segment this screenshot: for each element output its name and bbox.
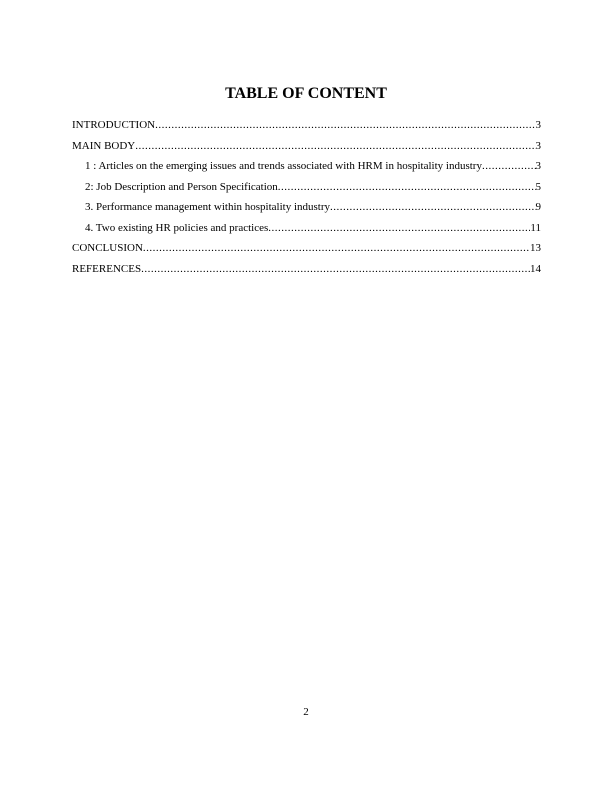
- toc-entry-label: MAIN BODY: [72, 139, 136, 152]
- toc-entry-label: INTRODUCTION: [72, 119, 156, 131]
- toc-dot-leader: [155, 115, 535, 136]
- toc-entry-introduction[interactable]: [72, 115, 541, 136]
- toc-entry-main-body[interactable]: [72, 136, 541, 157]
- toc-entry-page: 5: [535, 180, 541, 193]
- toc-entry-label: 3. Performance management within hospitality industry: [85, 201, 331, 213]
- toc-entry-page: 9: [535, 201, 541, 213]
- toc-entry-page: 13: [530, 242, 541, 254]
- page-number: 2: [303, 706, 309, 718]
- toc-entry-page: 14: [530, 262, 541, 275]
- toc-entry-label: 2: Job Description and Person Specification: [85, 180, 278, 193]
- toc-entry-conclusion[interactable]: [72, 238, 541, 259]
- toc-entry-label: 1 : Articles on the emerging issues and trends associated with HRM in hospitality industry: [85, 160, 482, 172]
- toc-dot-leader: [141, 259, 530, 280]
- toc-list: [72, 115, 541, 279]
- toc-title: TABLE OF CONTENT: [225, 85, 387, 102]
- toc-dot-leader: [278, 177, 536, 198]
- toc-dot-leader: [482, 156, 536, 177]
- toc-entry-hr-policies[interactable]: [72, 218, 541, 239]
- toc-entry-performance-management[interactable]: [72, 197, 541, 218]
- toc-dot-leader: [135, 136, 535, 157]
- toc-entry-page: 3: [535, 119, 541, 131]
- toc-dot-leader: [330, 197, 535, 218]
- toc-dot-leader: [268, 218, 530, 239]
- toc-entry-page: 3: [535, 139, 541, 152]
- toc-entry-page: 3: [535, 160, 541, 172]
- toc-entry-articles-hrm[interactable]: [72, 156, 541, 177]
- toc-entry-references[interactable]: [72, 259, 541, 280]
- toc-entry-job-description[interactable]: [72, 177, 541, 198]
- toc-dot-leader: [143, 238, 530, 259]
- toc-entry-label: CONCLUSION: [72, 242, 143, 254]
- toc-entry-label: REFERENCES: [72, 262, 142, 275]
- toc-entry-page: 11: [530, 221, 541, 234]
- toc-entry-label: 4. Two existing HR policies and practices: [85, 221, 269, 234]
